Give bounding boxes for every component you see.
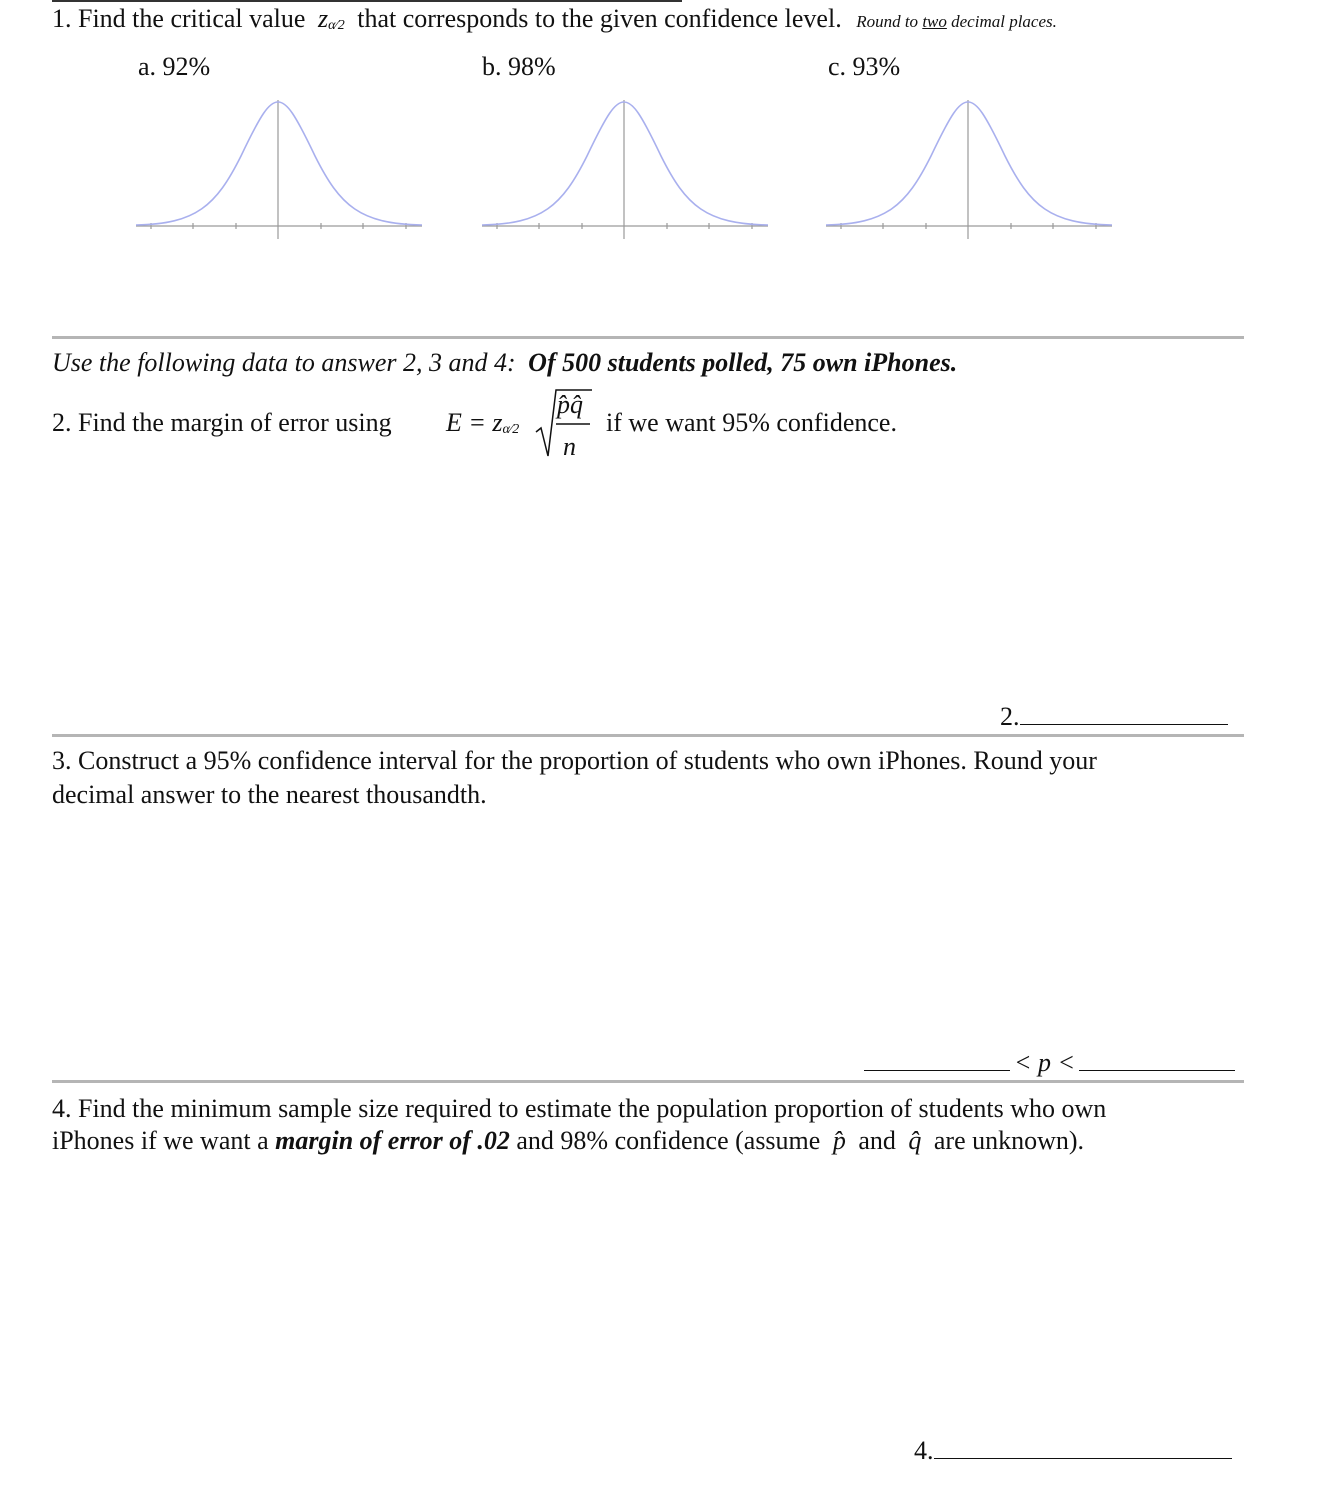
normal-curve-b xyxy=(482,96,768,246)
intro-italic: Use the following data to answer 2, 3 and 4: xyxy=(52,348,516,377)
normal-curve-a xyxy=(136,96,422,246)
q3-line1: Construct a 95% confidence interval for the proportion of students who own iPhones. Round your xyxy=(78,746,1097,775)
q2-prompt xyxy=(52,408,392,438)
intro-bold: Of 500 students polled, 75 own iPhones. xyxy=(528,348,958,377)
q1-prompt xyxy=(52,4,1057,34)
curve-b-bell xyxy=(482,102,768,225)
q4-number: 4. xyxy=(52,1094,72,1123)
q4-prompt-line2 xyxy=(52,1126,1084,1156)
q4-q-hat: q̂ xyxy=(908,1126,922,1155)
q1-round-note: Round to two decimal places. xyxy=(856,12,1057,31)
q1-number: 1. xyxy=(52,4,72,33)
q3-line2: decimal answer to the nearest thousandth. xyxy=(52,780,487,809)
q2-formula-sub: α⁄2 xyxy=(502,422,520,437)
q1-part-c: c. 93% xyxy=(828,52,901,81)
q1-z-sub: α⁄2 xyxy=(328,18,345,33)
q3-prompt-line1 xyxy=(52,746,1097,776)
q1-text-before: Find the critical value xyxy=(78,4,306,33)
q3-lower-bound-blank[interactable] xyxy=(864,1044,1010,1071)
q1-z-symbol: z xyxy=(317,4,329,33)
q2-text: Find the margin of error using xyxy=(78,408,392,437)
q4-answer-label: 4. xyxy=(914,1436,934,1465)
q4-answer-blank[interactable] xyxy=(934,1432,1232,1459)
normal-curve-c xyxy=(826,96,1112,246)
q3-upper-bound-blank[interactable] xyxy=(1079,1044,1235,1071)
q2-formula-numerator: p̂q̂ xyxy=(557,390,583,419)
divider-1 xyxy=(52,336,1244,339)
q4-prompt-line1 xyxy=(52,1094,1106,1124)
curve-c-bell xyxy=(826,102,1112,225)
q4-line2-bold: margin of error of .02 xyxy=(275,1126,510,1155)
divider-2 xyxy=(52,734,1244,737)
q4-line2-c: are unknown). xyxy=(933,1126,1085,1155)
q4-line1: Find the minimum sample size required to estimate the population proportion of students who own xyxy=(78,1094,1107,1123)
q4-answer-line xyxy=(914,1432,1232,1466)
q4-line2-b: and 98% confidence (assume xyxy=(516,1126,821,1155)
q1-part-a: a. 92% xyxy=(138,52,211,81)
q2-formula-denominator: n xyxy=(563,432,576,461)
curve-a-bell xyxy=(136,102,422,225)
q2-number: 2. xyxy=(52,408,72,437)
q1-round-note-emph: two xyxy=(922,12,947,31)
q3-number: 3. xyxy=(52,746,72,775)
q2-formula-lhs: E = z xyxy=(446,408,503,437)
divider-3 xyxy=(52,1080,1244,1083)
q1-text-after: that corresponds to the given confidence level. xyxy=(357,4,842,33)
q2-text-after: if we want 95% confidence. xyxy=(606,408,897,437)
q1-part-b: b. 98% xyxy=(482,52,556,81)
q3-answer-line xyxy=(864,1044,1235,1078)
q4-p-hat: p̂ xyxy=(832,1126,846,1155)
q4-and: and xyxy=(858,1126,896,1155)
q2-formula xyxy=(446,408,519,438)
q2-answer-line xyxy=(1000,698,1228,732)
q2-answer-label: 2. xyxy=(1000,702,1020,731)
q2-answer-blank[interactable] xyxy=(1020,698,1228,725)
top-rule xyxy=(52,0,682,2)
intro-line xyxy=(52,348,957,378)
q4-line2-a: iPhones if we want a xyxy=(52,1126,269,1155)
q3-interval-symbol: < p < xyxy=(1014,1048,1076,1077)
